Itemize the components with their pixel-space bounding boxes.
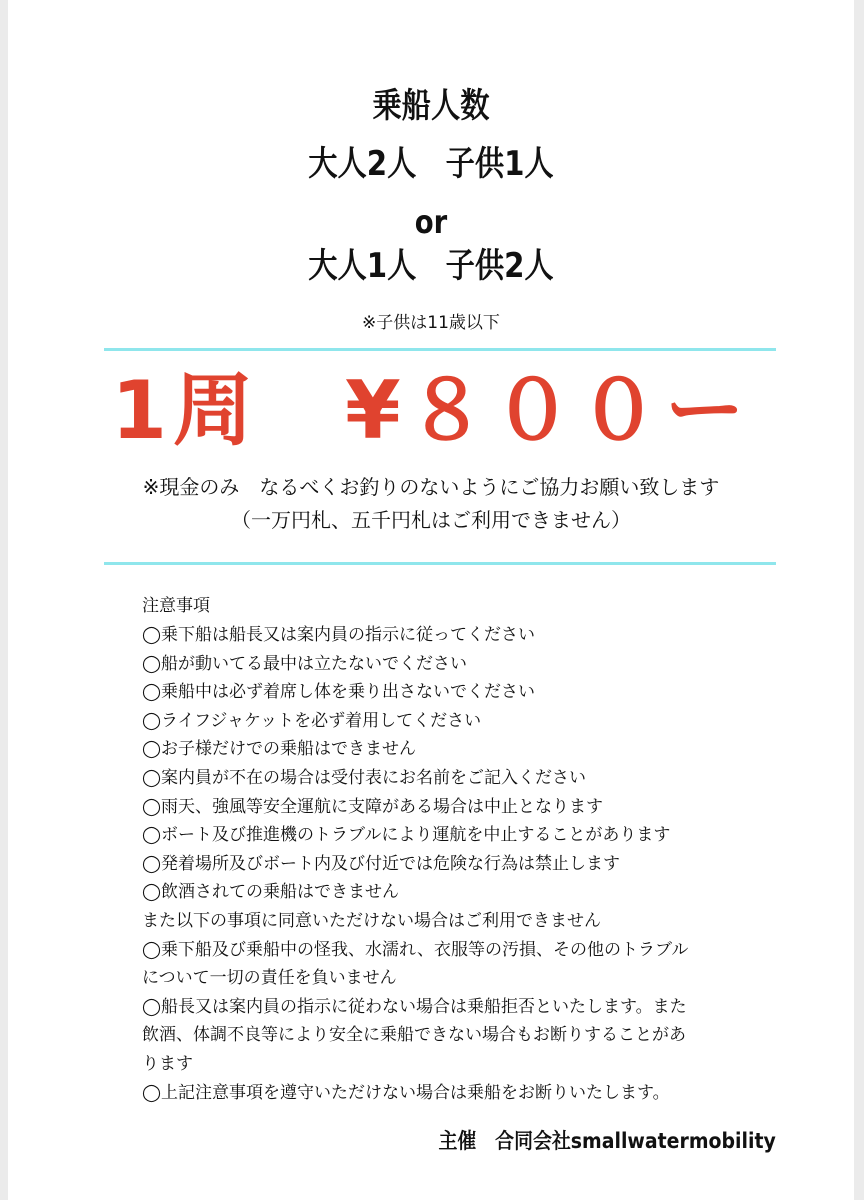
payment-note: ※現金のみ なるべくお釣りのないようにご協力お願い致します (142, 475, 720, 499)
notes-list (142, 621, 762, 1107)
passenger-count-title: 乗船人数 (372, 86, 490, 126)
notes-line: ◯船が動いてる最中は立たないでください (142, 653, 468, 674)
price-per-lap: 1周 ¥８００ー (111, 364, 751, 457)
notes-line: 飲酒、体調不良等により安全に乗船できない場合もお断りすることがあ (142, 1025, 686, 1046)
notes-line: ◯案内員が不在の場合は受付表にお名前をご記入ください (142, 767, 587, 788)
notes-line: また以下の事項に同意いただけない場合はご利用できません (142, 910, 601, 931)
notes-line: ります (142, 1053, 193, 1074)
notes-line: ◯雨天、強風等安全運航に支障がある場合は中止となります (142, 796, 604, 817)
passenger-option-b: 大人1人 子供2人 (308, 246, 554, 286)
notes-line: ◯船長又は案内員の指示に従わない場合は乗船拒否といたします。また (142, 996, 687, 1017)
notes-line: ◯乗船中は必ず着席し体を乗り出さないでください (142, 682, 536, 703)
notes-line: ◯発着場所及びボート内及び付近では危険な行為は禁止します (142, 853, 621, 874)
child-age-note: ※子供は11歳以下 (362, 313, 500, 333)
passenger-option-a: 大人2人 子供1人 (308, 144, 554, 184)
top-divider (104, 348, 776, 351)
bill-restriction-note: （一万円札、五千円札はご利用できません） (231, 508, 631, 532)
notes-line: ◯ボート及び推進機のトラブルにより運航を中止することがあります (142, 825, 671, 846)
notes-title: 注意事項 (142, 596, 210, 616)
notes-line: について一切の責任を負いません (142, 968, 397, 989)
notes-line: ◯乗下船及び乗船中の怪我、水濡れ、衣服等の汚損、その他のトラブル (142, 939, 689, 960)
flyer-page (8, 0, 854, 1200)
notes-line: ◯乗下船は船長又は案内員の指示に従ってください (142, 625, 536, 645)
notes-line: ◯ライフジャケットを必ず着用してください (142, 710, 482, 731)
notes-line: ◯お子様だけでの乗船はできません (142, 739, 417, 760)
passenger-or: or (414, 203, 448, 241)
organizer: 主催 合同会社smallwatermobility (438, 1129, 776, 1153)
notes-line: ◯飲酒されての乗船はできません (142, 882, 400, 903)
bottom-divider (104, 562, 776, 565)
notes-line: ◯上記注意事項を遵守いただけない場合は乗船をお断りいたします。 (142, 1082, 670, 1103)
